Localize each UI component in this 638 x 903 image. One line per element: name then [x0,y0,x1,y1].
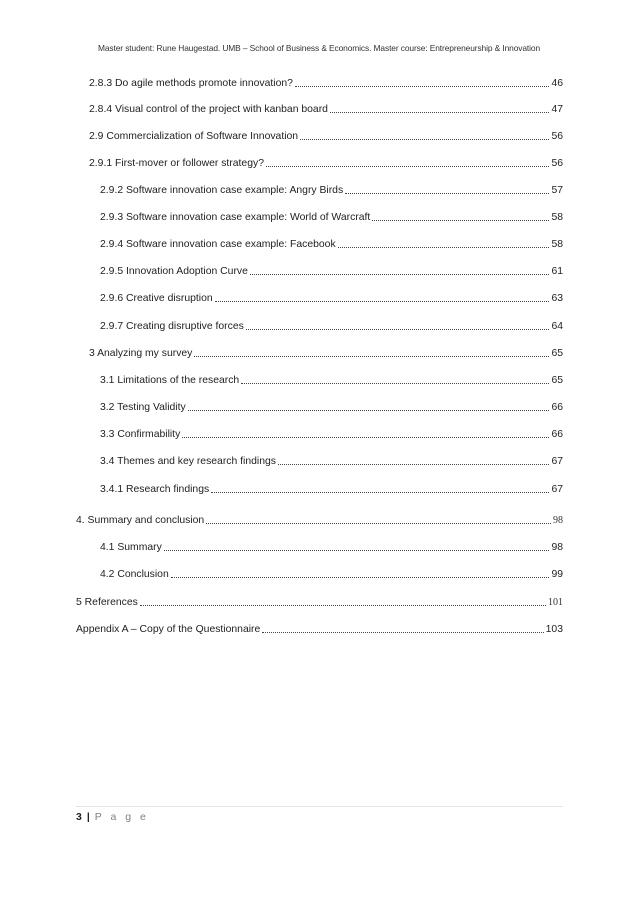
toc-leader-dots [250,265,550,275]
page-header: Master student: Rune Haugestad. UMB – School of Business & Economics. Master course: Entrepreneurship & Innovation [97,43,540,53]
toc-leader-dots [278,455,549,465]
toc-entry-page: 67 [551,484,563,495]
toc-entry-label: 2.9 Commercialization of Software Innovation [89,131,299,142]
toc-entry-page: 58 [551,239,563,250]
toc-entry[interactable] [76,623,563,637]
toc-entry-label: 5 References [76,597,138,608]
toc-entry[interactable] [89,130,563,144]
toc-leader-dots [295,77,550,87]
toc-leader-dots [246,320,550,330]
toc-entry-page: 64 [551,321,563,332]
toc-entry[interactable] [100,292,563,306]
toc-leader-dots [164,541,550,551]
toc-entry-label: 2.9.2 Software innovation case example: Angry Birds [100,185,344,196]
toc-entry-page: 65 [551,375,563,386]
toc-leader-dots [188,401,550,411]
toc-entry[interactable] [76,514,563,528]
toc-entry[interactable] [100,265,563,279]
toc-entry-page: 98 [553,515,563,526]
toc-entry-page: 99 [551,569,563,580]
toc-leader-dots [140,596,546,606]
toc-entry[interactable] [100,541,563,555]
toc-entry-page: 56 [551,131,563,142]
toc-entry-label: 2.9.3 Software innovation case example: World of Warcraft [100,212,371,223]
toc-entry[interactable] [100,238,563,252]
toc-entry-page: 103 [545,624,563,635]
toc-entry-label: 3 Analyzing my survey [89,348,193,359]
toc-entry-label: 2.8.4 Visual control of the project with kanban board [89,104,328,115]
toc-entry-label: 3.4 Themes and key research findings [100,456,276,467]
footer-divider [76,806,563,807]
toc-entry[interactable] [100,483,563,497]
toc-entry-label: 3.2 Testing Validity [100,402,186,413]
toc-leader-dots [215,292,550,302]
toc-entry[interactable] [89,157,563,171]
toc-entry-page: 66 [551,402,563,413]
toc-entry-label: 4.2 Conclusion [100,569,169,580]
toc-entry-label: 2.8.3 Do agile methods promote innovation? [89,78,293,89]
toc-entry[interactable] [100,455,563,469]
toc-entry-label: 2.9.7 Creating disruptive forces [100,321,244,332]
toc-entry[interactable] [89,347,563,361]
toc-entry-label: 2.9.6 Creative disruption [100,293,213,304]
toc-entry-page: 46 [551,78,563,89]
toc-entry-page: 98 [551,542,563,553]
toc-leader-dots [345,184,549,194]
toc-entry-label: 4.1 Summary [100,542,162,553]
toc-entry-label: 3.4.1 Research findings [100,484,210,495]
toc-entry-page: 63 [551,293,563,304]
toc-entry-page: 57 [551,185,563,196]
toc-entry-page: 47 [551,104,563,115]
toc-entry[interactable] [100,374,563,388]
toc-entry-label: 3.3 Confirmability [100,429,181,440]
toc-entry-page: 101 [548,597,563,608]
toc-entry-page: 66 [551,429,563,440]
toc-entry[interactable] [100,401,563,415]
page-number: 3 [76,811,82,823]
toc-leader-dots [372,211,549,221]
toc-entry[interactable] [100,320,563,334]
toc-entry[interactable] [89,103,563,117]
toc-entry-page: 67 [551,456,563,467]
page-footer [76,811,149,823]
toc-entry[interactable] [100,428,563,442]
toc-leader-dots [262,623,543,633]
toc-entry[interactable] [89,77,563,91]
toc-leader-dots [338,238,550,248]
toc-entry-page: 58 [551,212,563,223]
toc-leader-dots [171,568,550,578]
toc-entry[interactable] [100,184,563,198]
toc-leader-dots [330,103,549,113]
footer-separator: | [86,811,90,823]
toc-leader-dots [211,483,549,493]
toc-entry-page: 65 [551,348,563,359]
toc-leader-dots [266,157,549,167]
toc-leader-dots [206,514,551,524]
toc-leader-dots [300,130,549,140]
toc-entry-label: 2.9.1 First-mover or follower strategy? [89,158,264,169]
toc-entry[interactable] [100,211,563,225]
toc-entry-page: 56 [551,158,563,169]
toc-entry-page: 61 [551,266,563,277]
toc-leader-dots [182,428,549,438]
toc-entry-label: 2.9.4 Software innovation case example: Facebook [100,239,336,250]
toc-entry[interactable] [100,568,563,582]
toc-entry-label: 4. Summary and conclusion [76,515,205,526]
page-word: P a g e [94,811,149,823]
toc-leader-dots [241,374,549,384]
toc-leader-dots [194,347,549,357]
toc-entry[interactable] [76,596,563,610]
toc-entry-label: 3.1 Limitations of the research [100,375,240,386]
toc-entry-label: Appendix A – Copy of the Questionnaire [76,624,261,635]
toc-entry-label: 2.9.5 Innovation Adoption Curve [100,266,248,277]
